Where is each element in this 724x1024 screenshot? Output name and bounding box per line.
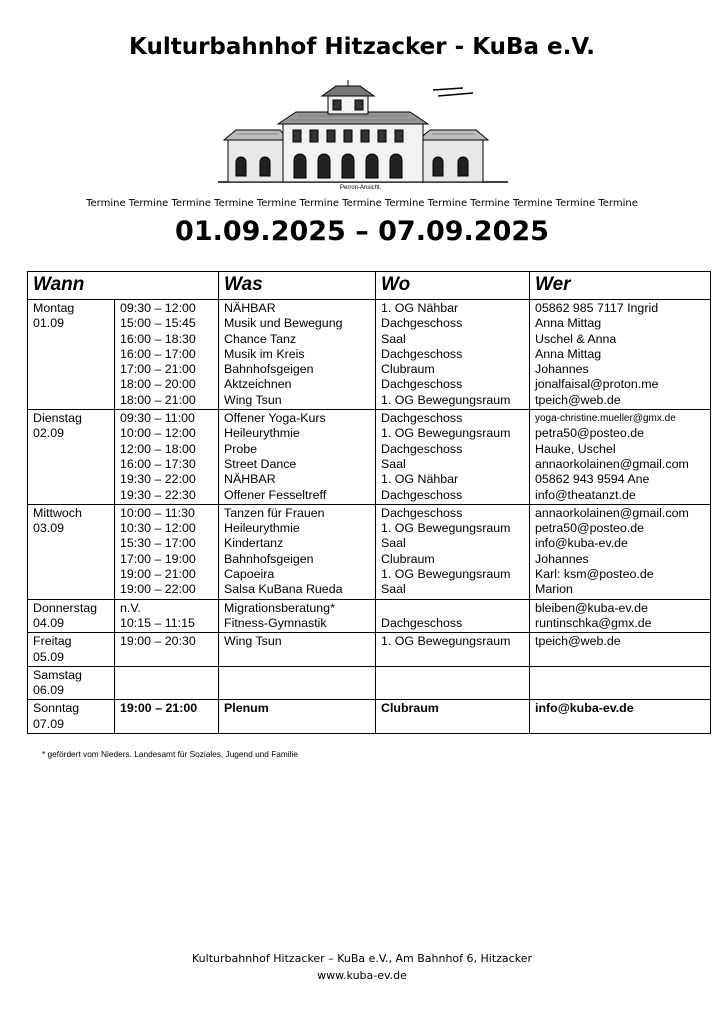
wer-cell [530, 633, 711, 667]
location: Saal [381, 456, 406, 471]
header-time-blank [115, 272, 219, 300]
table-row [28, 666, 711, 700]
time: 19:00 – 20:30 [120, 634, 196, 649]
day-date: 04.09 [33, 615, 65, 630]
contact: yoga-christine.mueller@gmx.de [535, 413, 676, 425]
location: Dachgeschoss [381, 487, 463, 502]
event: NÄHBAR [224, 472, 276, 487]
time: 10:15 – 11:15 [120, 615, 195, 630]
time: 19:00 – 21:00 [120, 567, 196, 582]
time-cell [115, 300, 219, 410]
time-cell [115, 504, 219, 599]
event: Tanzen für Frauen [224, 505, 325, 520]
contact: Uschel & Anna [535, 331, 617, 346]
contact: Anna Mittag [535, 346, 602, 361]
location: Clubraum [381, 701, 439, 716]
wo-cell [376, 300, 530, 410]
railway-station-drawing-icon [218, 78, 508, 190]
location: 1. OG Bewegungsraum [381, 521, 511, 536]
date-range: 01.09.2025 – 07.09.2025 [175, 216, 549, 247]
was-cell [219, 410, 376, 505]
wo-cell [376, 410, 530, 505]
location: Dachgeschoss [381, 346, 463, 361]
contact: annaorkolainen@gmail.com [535, 505, 689, 520]
contact: info@kuba-ev.de [535, 536, 628, 551]
header-wann: Wann [28, 272, 115, 300]
time: 15:00 – 15:45 [120, 316, 196, 331]
location: Dachgeschoss [381, 615, 463, 630]
time: 17:00 – 19:00 [120, 551, 196, 566]
time-cell [115, 599, 219, 633]
contact: petra50@posteo.de [535, 426, 645, 441]
contact: Hauke, Uschel [535, 441, 616, 456]
wer-cell [530, 599, 711, 633]
was-cell [219, 666, 376, 700]
location: Dachgeschoss [381, 316, 463, 331]
time: 19:30 – 22:30 [120, 487, 196, 502]
event: Bahnhofsgeigen [224, 551, 314, 566]
time: 19:00 – 22:00 [120, 582, 196, 597]
wer-cell [530, 300, 711, 410]
page-title: Kulturbahnhof Hitzacker - KuBa e.V. [129, 34, 595, 60]
contact: Karl: ksm@posteo.de [535, 567, 654, 582]
day-date: 03.09 [33, 521, 65, 536]
header-wer: Wer [530, 272, 711, 300]
location: Dachgeschoss [381, 411, 463, 426]
location: 1. OG Nähbar [381, 472, 459, 487]
day-cell [28, 633, 115, 667]
drawing-caption: Perron-Ansicht. [340, 185, 382, 190]
event: Salsa KuBana Rueda [224, 582, 343, 597]
wer-cell [530, 666, 711, 700]
wo-cell [376, 504, 530, 599]
footer-address: Kulturbahnhof Hitzacker – KuBa e.V., Am Bahnhof 6, Hitzacker [192, 952, 532, 965]
event: Heileurythmie [224, 426, 300, 441]
time-cell [115, 666, 219, 700]
event: Kindertanz [224, 536, 284, 551]
table-header-row [28, 272, 711, 300]
event: Migrationsberatung* [224, 600, 335, 615]
contact: annaorkolainen@gmail.com [535, 456, 689, 471]
event: Offener Fesseltreff [224, 487, 327, 502]
location: 1. OG Bewegungsraum [381, 426, 511, 441]
time: 10:30 – 12:00 [120, 521, 196, 536]
table-row [28, 300, 711, 410]
time: 15:30 – 17:00 [120, 536, 196, 551]
time-cell [115, 410, 219, 505]
wo-cell [376, 700, 530, 734]
day-cell [28, 666, 115, 700]
event: Wing Tsun [224, 634, 282, 649]
footnote: * gefördert vom Nieders. Landesamt für Soziales, Jugend und Familie [42, 749, 298, 759]
contact: info@theatanzt.de [535, 487, 636, 502]
was-cell [219, 504, 376, 599]
time: 10:00 – 12:00 [120, 426, 196, 441]
time: 17:00 – 21:00 [120, 362, 196, 377]
event: Plenum [224, 701, 269, 716]
was-cell [219, 700, 376, 734]
location: Saal [381, 331, 406, 346]
event: Offener Yoga-Kurs [224, 411, 326, 426]
event: Street Dance [224, 456, 297, 471]
location: Clubraum [381, 362, 435, 377]
header-was: Was [219, 272, 376, 300]
contact: Johannes [535, 362, 589, 377]
day-cell [28, 504, 115, 599]
day-date: 06.09 [33, 683, 65, 698]
was-cell [219, 633, 376, 667]
table-row [28, 504, 711, 599]
time: 09:30 – 12:00 [120, 301, 196, 315]
location [381, 601, 525, 616]
contact: 05862 985 7117 Ingrid [535, 301, 659, 315]
location: 1. OG Bewegungsraum [381, 567, 511, 582]
day-cell [28, 599, 115, 633]
contact: info@kuba-ev.de [535, 701, 634, 716]
location: Dachgeschoss [381, 377, 463, 392]
location: 1. OG Bewegungsraum [381, 392, 511, 407]
contact: jonalfaisal@proton.me [535, 377, 659, 392]
day-date: 02.09 [33, 426, 65, 441]
day-name: Mittwoch [33, 505, 82, 520]
time: 18:00 – 21:00 [120, 392, 196, 407]
time: 10:00 – 11:30 [120, 505, 195, 520]
location: Saal [381, 582, 406, 597]
time: 16:00 – 18:30 [120, 331, 196, 346]
table-row [28, 700, 711, 734]
schedule-table [27, 271, 711, 734]
wer-cell [530, 504, 711, 599]
day-cell [28, 700, 115, 734]
day-cell [28, 300, 115, 410]
table-row [28, 599, 711, 633]
wo-cell [376, 666, 530, 700]
event: Capoeira [224, 567, 275, 582]
location: Dachgeschoss [381, 505, 463, 520]
event: Bahnhofsgeigen [224, 362, 314, 377]
time: 18:00 – 20:00 [120, 377, 196, 392]
day-date: 05.09 [33, 649, 65, 664]
wo-cell [376, 599, 530, 633]
time: 19:30 – 22:00 [120, 472, 196, 487]
contact: Johannes [535, 551, 589, 566]
event: Chance Tanz [224, 331, 297, 346]
was-cell [219, 599, 376, 633]
contact: tpeich@web.de [535, 392, 621, 407]
footer [0, 950, 724, 984]
day-name: Montag [33, 301, 75, 315]
time: 19:00 – 21:00 [120, 701, 198, 716]
table-row [28, 633, 711, 667]
event: NÄHBAR [224, 301, 276, 315]
day-name: Dienstag [33, 411, 82, 426]
event: Wing Tsun [224, 392, 282, 407]
contact: 05862 943 9594 Ane [535, 472, 650, 487]
day-name: Samstag [33, 667, 82, 682]
table-row [28, 410, 711, 505]
event: Aktzeichnen [224, 377, 292, 392]
day-date: 07.09 [33, 716, 65, 731]
time-cell [115, 700, 219, 734]
location: Clubraum [381, 551, 435, 566]
header-wo: Wo [376, 272, 530, 300]
wo-cell [376, 633, 530, 667]
time: 09:30 – 11:00 [120, 411, 195, 426]
day-name: Sonntag [33, 701, 80, 716]
contact: bleiben@kuba-ev.de [535, 600, 648, 615]
event: Probe [224, 441, 258, 456]
day-date: 01.09 [33, 316, 65, 331]
event: Musik und Bewegung [224, 316, 343, 331]
location: 1. OG Bewegungsraum [381, 634, 511, 649]
event: Musik im Kreis [224, 346, 305, 361]
footer-website: www.kuba-ev.de [317, 969, 407, 982]
was-cell [219, 300, 376, 410]
contact: runtinschka@gmx.de [535, 615, 652, 630]
event: Fitness-Gymnastik [224, 615, 327, 630]
day-name: Freitag [33, 634, 72, 649]
time-cell [115, 633, 219, 667]
wer-cell [530, 700, 711, 734]
day-cell [28, 410, 115, 505]
contact: tpeich@web.de [535, 634, 621, 649]
contact: petra50@posteo.de [535, 521, 645, 536]
time: n.V. [120, 600, 141, 615]
time: 16:00 – 17:30 [120, 456, 196, 471]
location: 1. OG Nähbar [381, 301, 459, 315]
location: Saal [381, 536, 406, 551]
termine-strip: Termine Termine Termine Termine Termine Termine Termine Termine Termine Termine Termine Termine Termine [86, 198, 638, 209]
location: Dachgeschoss [381, 441, 463, 456]
contact: Anna Mittag [535, 316, 602, 331]
time: 12:00 – 18:00 [120, 441, 196, 456]
wer-cell [530, 410, 711, 505]
contact: Marion [535, 582, 573, 597]
event: Heileurythmie [224, 521, 300, 536]
time: 16:00 – 17:00 [120, 346, 196, 361]
day-name: Donnerstag [33, 600, 98, 615]
